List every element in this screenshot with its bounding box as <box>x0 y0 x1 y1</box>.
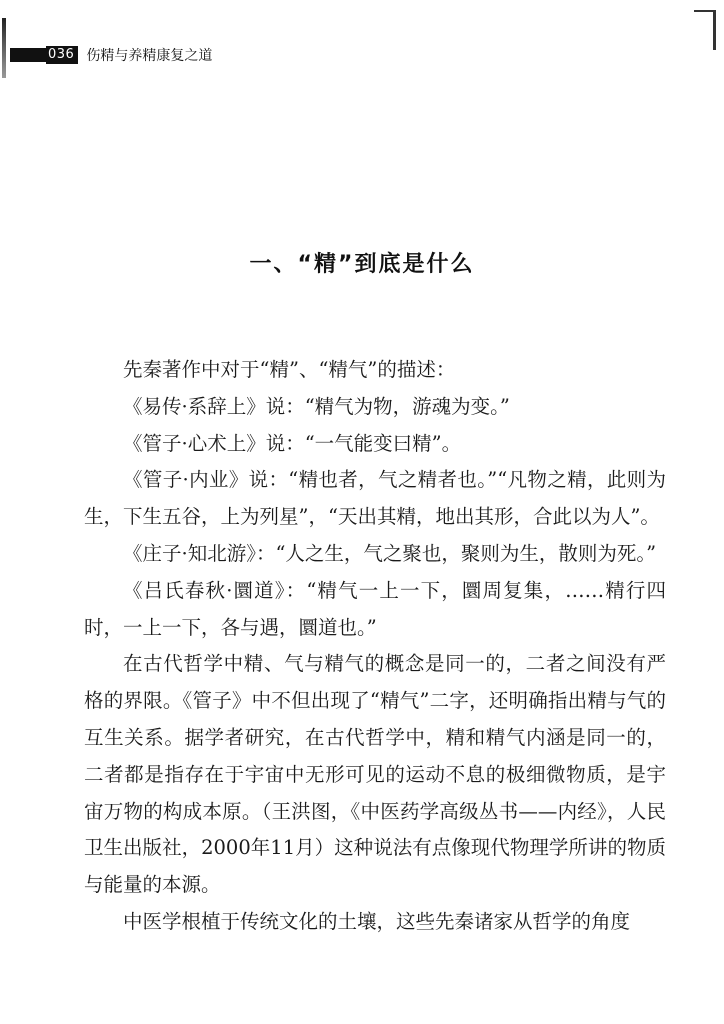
paragraph: 《管子·心术上》说：“一气能变曰精”。 <box>123 431 462 455</box>
paragraph: 《易传·系辞上》说：“精气为物，游魂为变。” <box>123 394 510 418</box>
scan-corner-artifact <box>713 10 716 50</box>
paragraph: 在古代哲学中精、气与精气的概念是同一的，二者之间没有严格的界限。《管子》中不但出现了“精气”二字，还明确指出精与气的互生关系。据学者研究，在古代哲学中，精和精气内涵是同一的，二者都是指存在于宇宙中无形可见的运动不息的极细微物质，是宇宙万物的构成本原。（王洪图，《中医药学高级丛书——内经》，人民卫生出版社，2000年11月）这种说法有点像现代物理学所讲的物质与能量的本源。 <box>84 652 666 897</box>
section-heading: 一、“精”到底是什么 <box>249 252 475 277</box>
paragraph: 《管子·内业》说：“精也者，气之精者也。”“凡物之精，此则为生，下生五谷，上为列星”，“天出其精，地出其形，合此以为人”。 <box>84 468 666 529</box>
running-header <box>10 44 212 66</box>
scan-edge-artifact <box>2 18 6 78</box>
body-text <box>84 352 666 941</box>
paragraph: 《吕氏春秋·圜道》：“精气一上一下，圜周复集，……精行四时，一上一下，各与遇，圜道也。” <box>84 578 666 639</box>
book-title: 伤精与养精康复之道 <box>86 48 213 64</box>
page-number: 036 <box>46 46 78 64</box>
paragraph: 先秦著作中对于“精”、“精气”的描述： <box>123 358 456 381</box>
paragraph: 中医学根植于传统文化的土壤，这些先秦诸家从哲学的角度 <box>123 909 631 933</box>
header-bar <box>10 48 46 62</box>
paragraph: 《庄子·知北游》：“人之生，气之聚也，聚则为生，散则为死。” <box>123 541 657 565</box>
